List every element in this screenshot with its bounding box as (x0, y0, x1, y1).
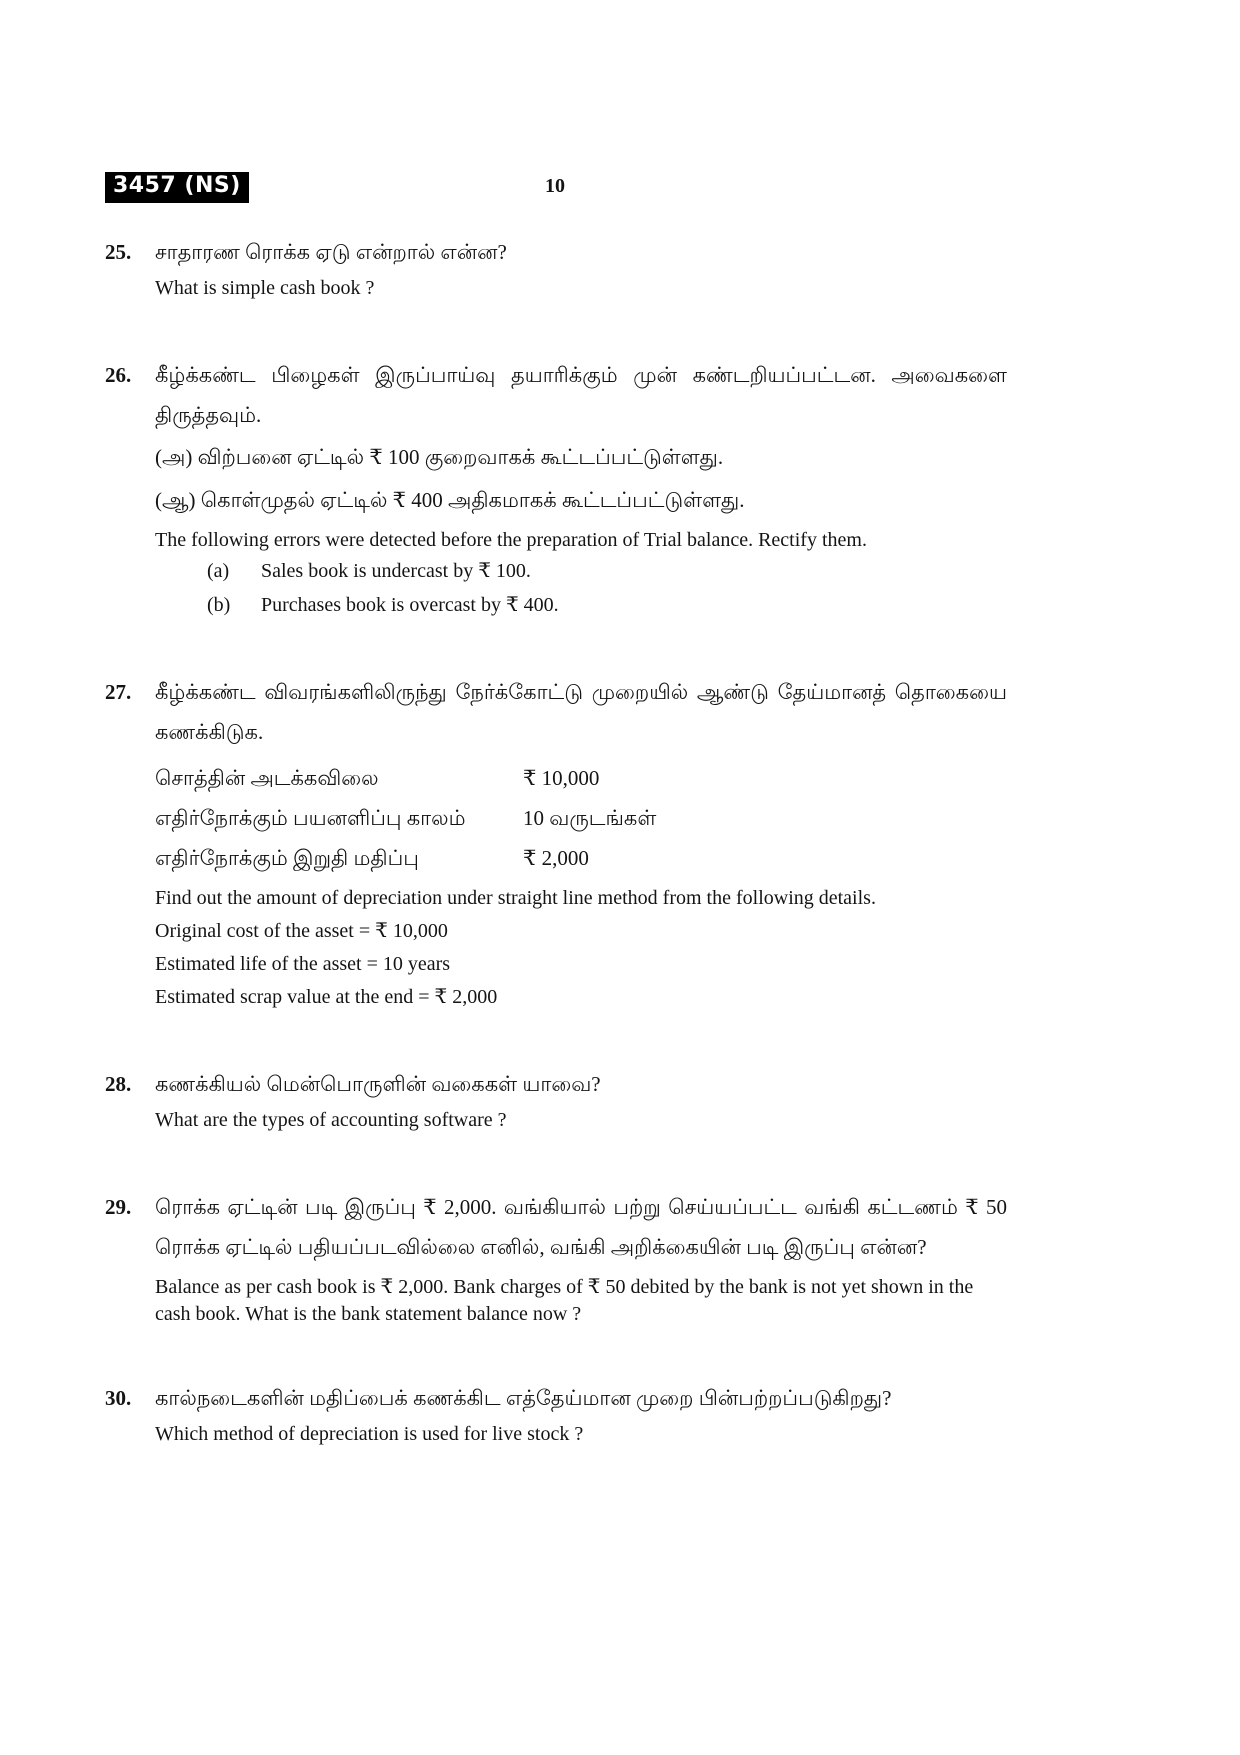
tamil-subitem-b: (ஆ) கொள்முதல் ஏட்டில் ₹ 400 அதிகமாகக் கூட்டப்பட்டுள்ளது. (155, 488, 745, 512)
question-25 (105, 232, 1115, 305)
subitem-label: (a) (207, 560, 230, 582)
question-text-tamil: கால்நடைகளின் மதிப்பைக் கணக்கிட எத்தேய்மான முறை பின்பற்றப்படுகிறது? (155, 1386, 892, 1410)
english-subitem-a (155, 554, 1007, 588)
english-detail-life: Estimated life of the asset = 10 years (155, 953, 451, 975)
question-body (155, 355, 1007, 622)
question-text-tamil: ரொக்க ஏட்டின் படி இருப்பு ₹ 2,000. வங்கியால் பற்று செய்யப்பட்ட வங்கி கட்டணம் ₹ 50 ரொக்க ஏட்டில் பதியப்படவில்லை எனில், வங்கி அறிக்கையின் படி இருப்பு என்ன? (155, 1195, 1007, 1259)
question-30 (105, 1378, 1115, 1451)
question-text-english: What is simple cash book ? (155, 277, 375, 299)
detail-value: ₹ 10,000 (523, 766, 600, 790)
detail-label: எதிர்நோக்கும் இறுதி மதிப்பு (155, 846, 419, 870)
question-text-english: Find out the amount of depreciation under straight line method from the following details. (155, 887, 876, 909)
question-body (155, 232, 1007, 305)
tamil-subitem-a: (அ) விற்பனை ஏட்டில் ₹ 100 குறைவாகக் கூட்டப்பட்டுள்ளது. (155, 445, 724, 469)
detail-row-cost (155, 758, 1007, 798)
question-27 (105, 672, 1115, 1014)
detail-row-scrap (155, 838, 1007, 878)
english-subitem-b (155, 588, 1007, 622)
detail-value: 10 வருடங்கள் (523, 806, 657, 830)
detail-value: ₹ 2,000 (523, 846, 589, 870)
question-body (155, 1378, 1007, 1451)
question-text-tamil: கீழ்க்கண்ட பிழைகள் இருப்பாய்வு தயாரிக்கும் முன் கண்டறியப்பட்டன. அவைகளை திருத்தவும். (155, 363, 1007, 427)
subitem-label: (b) (207, 594, 231, 616)
question-body (155, 1187, 1007, 1328)
paper-code-badge: 3457 (NS) (105, 172, 249, 203)
detail-label: எதிர்நோக்கும் பயனளிப்பு காலம் (155, 806, 466, 830)
page-number: 10 (545, 175, 565, 197)
exam-paper-page (105, 172, 1115, 1501)
question-text-tamil: சாதாரண ரொக்க ஏடு என்றால் என்ன? (155, 240, 507, 264)
english-detail-cost: Original cost of the asset = ₹ 10,000 (155, 920, 448, 942)
question-number: 26. (105, 363, 132, 387)
question-text-tamil: கீழ்க்கண்ட விவரங்களிலிருந்து நேர்க்கோட்டு முறையில் ஆண்டு தேய்மானத் தொகையை கணக்கிடுக. (155, 680, 1007, 744)
question-28 (105, 1064, 1115, 1137)
page-header (105, 172, 1115, 212)
question-number: 30. (105, 1386, 132, 1410)
detail-row-life (155, 798, 1007, 838)
detail-label: சொத்தின் அடக்கவிலை (155, 766, 379, 790)
depreciation-details (155, 758, 1007, 878)
subitem-text: Sales book is undercast by ₹ 100. (261, 560, 531, 582)
english-detail-scrap: Estimated scrap value at the end = ₹ 2,000 (155, 986, 498, 1008)
question-text-english: Which method of depreciation is used for live stock ? (155, 1423, 584, 1445)
question-29 (105, 1187, 1115, 1328)
question-number: 25. (105, 240, 132, 264)
question-text-english: Balance as per cash book is ₹ 2,000. Bank charges of ₹ 50 debited by the bank is not yet shown in the cash book. What is the bank statement balance now ? (155, 1276, 974, 1325)
subitem-text: Purchases book is overcast by ₹ 400. (261, 594, 559, 616)
question-number: 27. (105, 680, 132, 704)
question-body (155, 1064, 1007, 1137)
question-number: 28. (105, 1072, 132, 1096)
question-text-english: What are the types of accounting software ? (155, 1109, 507, 1131)
question-body (155, 672, 1007, 1014)
question-text-english: The following errors were detected before the preparation of Trial balance. Rectify them. (155, 529, 867, 551)
question-number: 29. (105, 1195, 132, 1219)
question-text-tamil: கணக்கியல் மென்பொருளின் வகைகள் யாவை? (155, 1072, 601, 1096)
question-26 (105, 355, 1115, 622)
